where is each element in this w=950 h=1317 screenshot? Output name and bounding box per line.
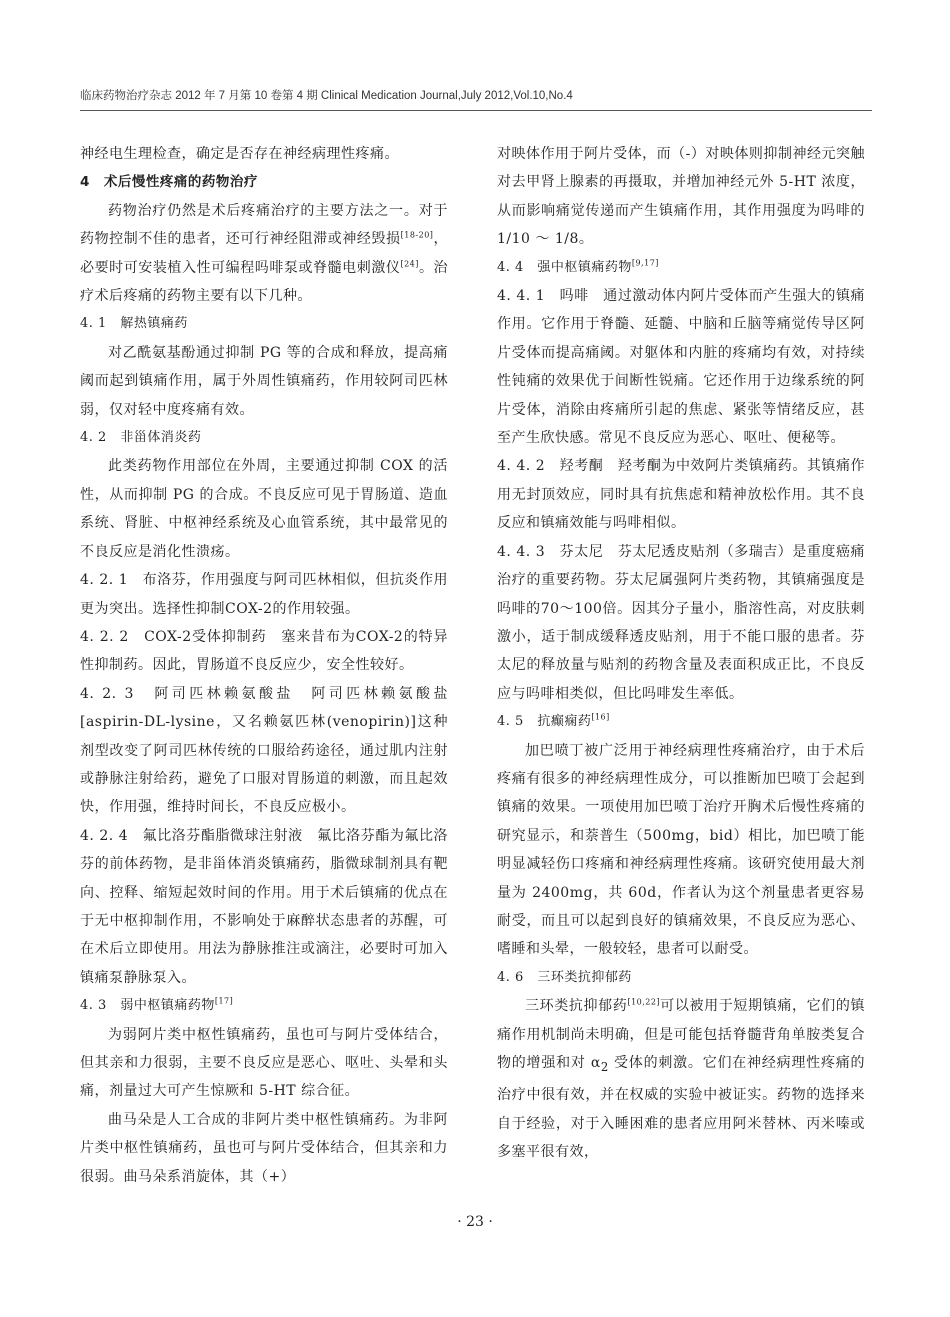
- paragraph: [80, 566, 448, 623]
- text-run: 曲马朵是人工合成的非阿片类中枢性镇痛药。为非阿片类中枢性镇痛药，虽也可与阿片受体结合，但其亲和力很弱。曲马朵系消旋体，其（+）: [80, 1111, 448, 1185]
- subsection-title: 非甾体消炎药: [120, 430, 202, 446]
- paragraph: [80, 1106, 448, 1191]
- subsection-title: 弱中枢镇痛药物: [120, 998, 215, 1014]
- paragraph: [497, 282, 865, 452]
- subsection-heading: [80, 992, 448, 1020]
- paragraph: [497, 737, 865, 964]
- subsection-heading: [80, 310, 448, 338]
- subsection-title: 三环类抗抑郁药: [537, 969, 632, 985]
- subsection-number: 4. 6: [497, 969, 524, 985]
- citation: [9,17]: [631, 258, 659, 268]
- text-run: 对乙酰氨基酚通过抑制 PG 等的合成和释放，提高痛阈而起到镇痛作用，属于外周性镇痛药，作用较阿司匹林弱，仅对轻中度疼痛有效。: [80, 344, 448, 418]
- text-run: 4. 4. 2 羟考酮 羟考酮为中效阿片类镇痛药。其镇痛作用无封顶效应，同时具有抗焦虑和精神放松作用。其不良反应和镇痛效能与吗啡相似。: [497, 458, 865, 532]
- text-run: 为弱阿片类中枢性镇痛药，虽也可与阿片受体结合，但其亲和力很弱，主要不良反应是恶心、呕吐、头晕和头痛，剂量过大可产生惊厥和 5-HT 综合征。: [80, 1026, 448, 1100]
- page-number: · 23 ·: [457, 1214, 493, 1230]
- running-header: 临床药物治疗杂志 2012 年 7 月第 10 卷第 4 期 Clinical Medication Journal,July 2012,Vol.10,No.4: [80, 90, 573, 102]
- text-run: 。治疗术后疼痛的药物主要有以下几种。: [80, 259, 449, 305]
- paragraph: [80, 822, 448, 992]
- citation: [24]: [400, 258, 419, 268]
- text-run: 4. 2. 2 COX-2受体抑制药 塞来昔布为COX-2的特异性抑制药。因此，胃肠道不良反应少，安全性较好。: [80, 628, 448, 674]
- text-run: ，必要时可安装植入性可编程吗啡泵或脊髓电刺激仪: [80, 231, 449, 276]
- text-run: 4. 2. 1 布洛芬，作用强度与阿司匹林相似，但抗炎作用更为突出。选择性抑制COX-2的作用较强。: [80, 572, 448, 617]
- text-run: 4. 4. 1 吗啡 通过激动体内阿片受体而产生强大的镇痛作用。它作用于脊髓、延髓、中脑和丘脑等痛觉传导区阿片受体而提高痛阈。对躯体和内脏的疼痛均有效，对持续性钝痛的效果优于间断性锐痛。它还作用于边缘系统的阿片受体，消除由疼痛所引起的焦虑、紧张等情绪反应，甚至产生欣快感。常见不良反应为恶心、呕吐、便秘等。: [497, 288, 865, 447]
- paragraph: [80, 339, 448, 424]
- text-run: 药物治疗仍然是术后疼痛治疗的主要方法之一。对于药物控制不佳的患者，还可行神经阻滞或神经毁损: [80, 202, 448, 248]
- paragraph: [497, 538, 865, 708]
- right-column: [497, 140, 865, 1166]
- citation: [18-20]: [400, 230, 434, 240]
- text-run: 可以被用于短期镇痛，它们的镇痛作用机制尚未明确，但是可能包括脊髓背角单胺类复合物的增强和对 α: [497, 998, 866, 1071]
- left-column: [80, 140, 448, 1191]
- subsection-number: 4. 3: [80, 998, 107, 1014]
- subscript: 2: [600, 1059, 609, 1074]
- subsection-title: 解热镇痛药: [120, 316, 188, 332]
- paragraph: [80, 680, 448, 822]
- text-run: 受体的刺激。它们在神经病理性疼痛的治疗中很有效，并在权威的实验中被证实。药物的选择来自于经验，对于入睡困难的患者应用阿米替林、丙米嗪或多塞平很有效，: [497, 1055, 866, 1161]
- subsection-title: 抗癫痫药: [537, 714, 592, 730]
- subsection-heading: [497, 708, 865, 736]
- subsection-number: 4. 1: [80, 316, 107, 332]
- paragraph: [80, 1021, 448, 1106]
- citation: [10,22]: [627, 997, 661, 1007]
- paragraph: [80, 197, 448, 311]
- text-run: 4. 4. 3 芬太尼 芬太尼透皮贴剂（多瑞吉）是重度癌痛治疗的重要药物。芬太尼属强阿片类药物，其镇痛强度是吗啡的70～100倍。因其分子量小，脂溶性高，对皮肤刺激小，适于制成缓释透皮贴剂，用于不能口服的患者。芬太尼的释放量与贴剂的药物含量及表面积成正比，不良反应与吗啡相类似，但比吗啡发生率低。: [497, 543, 865, 702]
- subsection-heading: [80, 424, 448, 452]
- subsection-heading: [497, 964, 865, 992]
- subsection-title: 强中枢镇痛药物: [537, 259, 632, 275]
- paragraph: [80, 623, 448, 680]
- subsection-number: 4. 2: [80, 430, 107, 446]
- text-run: 4. 2. 3 阿司匹林赖氨酸盐 阿司匹林赖氨酸盐[aspirin-DL-lysine，又名赖氨匹林(venopirin)]这种剂型改变了阿司匹林传统的口服给药途径，通过肌内注射或静脉注射给药，避免了口服对胃肠道的刺激，而且起效快，作用强，维持时间长，不良反应极小。: [80, 685, 448, 816]
- text-run: 三环类抗抑郁药: [525, 998, 628, 1015]
- paragraph: [80, 452, 448, 566]
- citation: [16]: [591, 712, 610, 722]
- paragraph: [497, 992, 865, 1166]
- header-rule: [80, 110, 872, 111]
- subsection-heading: [497, 254, 865, 282]
- paragraph: 神经电生理检查，确定是否存在神经病理性疼痛。: [80, 146, 399, 162]
- text-run: 此类药物作用部位在外周，主要通过抑制 COX 的活性，从而抑制 PG 的合成。不良反应可见于胃肠道、造血系统、肾脏、中枢神经系统及心血管系统，其中最常见的不良反应是消化性溃疡。: [80, 458, 448, 560]
- citation: [17]: [214, 996, 234, 1006]
- paragraph: [497, 452, 865, 537]
- text-run: 4. 2. 4 氟比洛芬酯脂微球注射液 氟比洛芬酯为氟比洛芬的前体药物，是非甾体消炎镇痛药，脂微球制剂具有靶向、控释、缩短起效时间的作用。用于术后镇痛的优点在于无中枢抑制作用，不影响处于麻醉状态患者的苏醒，可在术后立即使用。用法为静脉推注或滴注，必要时可加入镇痛泵静脉泵入。: [80, 827, 448, 986]
- paragraph: 对映体作用于阿片受体，而（-）对映体则抑制神经元突触对去甲肾上腺素的再摄取，并增加神经元外 5-HT 浓度，从而影响痛觉传递而产生镇痛作用，其作用强度为吗啡的 1/10 ～ 1/8。: [497, 146, 865, 248]
- subsection-number: 4. 4: [497, 259, 524, 275]
- text-run: 加巴喷丁被广泛用于神经病理性疼痛治疗，由于术后疼痛有很多的神经病理性成分，可以推断加巴喷丁会起到镇痛的效果。一项使用加巴喷丁治疗开胸术后慢性疼痛的研究显示，和萘普生（500mg，bid）相比，加巴喷丁能明显减轻伤口疼痛和神经病理性疼痛。该研究使用最大剂量为 2400mg，共 60d，作者认为这个剂量患者更容易耐受，而且可以起到良好的镇痛效果，不良反应为恶心、嗜睡和头晕，一般较轻，患者可以耐受。: [497, 742, 865, 958]
- section-heading: 4 术后慢性疼痛的药物治疗: [80, 174, 258, 191]
- subsection-number: 4. 5: [497, 714, 524, 730]
